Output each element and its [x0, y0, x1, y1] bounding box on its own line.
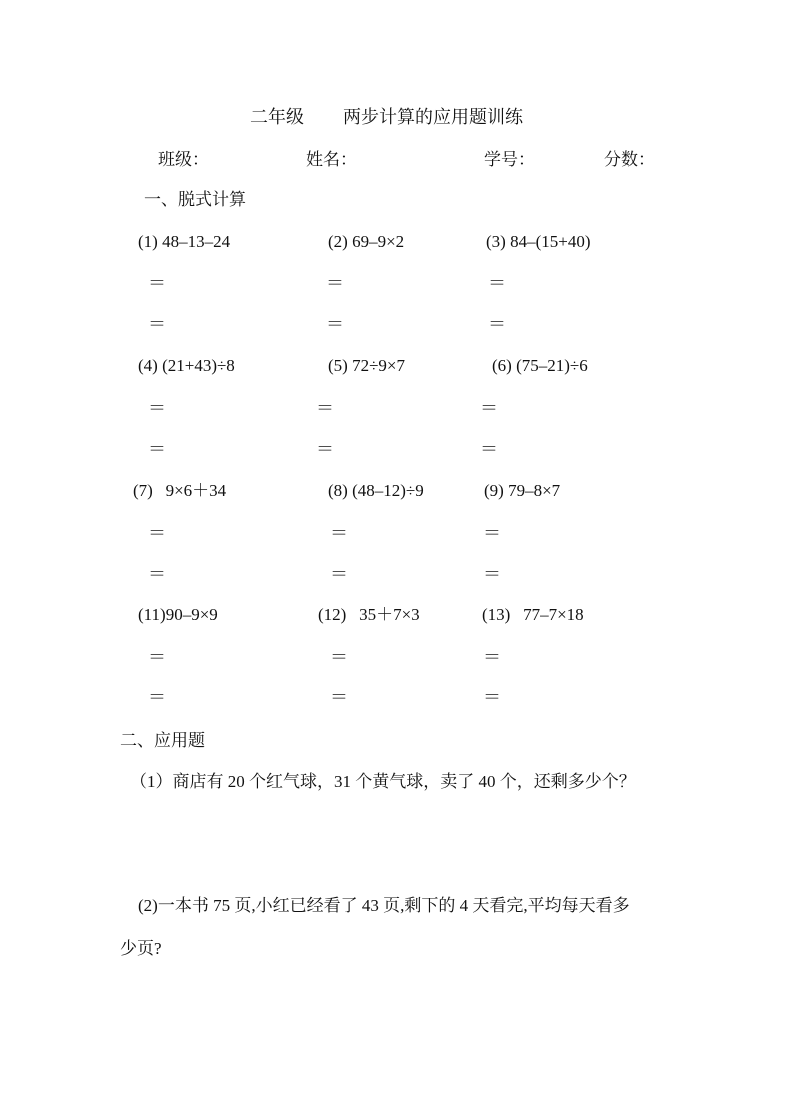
answer-line-3a: ＝ [488, 273, 506, 293]
answer-line-1a: ＝ [148, 273, 166, 293]
answer-line-5a: ＝ [316, 398, 334, 418]
section2-heading: 二、应用题 [120, 731, 205, 750]
answer-line-13b: ＝ [483, 687, 501, 707]
answer-line-5b: ＝ [316, 439, 334, 459]
answer-line-3b: ＝ [488, 314, 506, 334]
problem-2: (2) 69–9×2 [328, 232, 405, 251]
answer-line-9b: ＝ [483, 564, 501, 584]
problem-12: (12) 35＋7×3 [318, 605, 420, 624]
problem-8: (8) (48–12)÷9 [328, 481, 424, 500]
answer-line-2b: ＝ [326, 314, 344, 334]
answer-line-11a: ＝ [148, 647, 166, 667]
score-label: 分数： [604, 150, 655, 169]
answer-line-6b: ＝ [480, 439, 498, 459]
class-label: 班级： [158, 150, 209, 169]
problem-11: (11)90–9×9 [138, 605, 218, 624]
answer-line-4a: ＝ [148, 398, 166, 418]
title-topic: 两步计算的应用题训练 [343, 107, 523, 127]
answer-line-12b: ＝ [330, 687, 348, 707]
answer-line-11b: ＝ [148, 687, 166, 707]
answer-line-13a: ＝ [483, 647, 501, 667]
problem-6: (6) (75–21)÷6 [492, 356, 588, 375]
answer-line-7b: ＝ [148, 564, 166, 584]
answer-line-2a: ＝ [326, 273, 344, 293]
answer-line-7a: ＝ [148, 523, 166, 543]
problem-4: (4) (21+43)÷8 [138, 356, 235, 375]
word-problem-2-line-1: (2)一本书 75 页,小红已经看了 43 页,剩下的 4 天看完,平均每天看多 [138, 896, 630, 915]
answer-line-8a: ＝ [330, 523, 348, 543]
answer-line-12a: ＝ [330, 647, 348, 667]
problem-7: (7) 9×6＋34 [133, 481, 227, 500]
student-number-label: 学号： [484, 150, 535, 169]
answer-line-8b: ＝ [330, 564, 348, 584]
section1-heading: 一、脱式计算 [144, 190, 246, 209]
problem-1: (1) 48–13–24 [138, 232, 231, 251]
answer-line-9a: ＝ [483, 523, 501, 543]
answer-line-1b: ＝ [148, 314, 166, 334]
problem-5: (5) 72÷9×7 [328, 356, 405, 375]
answer-line-6a: ＝ [480, 398, 498, 418]
answer-line-4b: ＝ [148, 439, 166, 459]
title-grade: 二年级 [250, 107, 304, 127]
problem-9: (9) 79–8×7 [484, 481, 561, 500]
name-label: 姓名： [306, 150, 357, 169]
word-problem-2-line-2: 少页? [120, 939, 162, 958]
word-problem-1: （1）商店有 20 个红气球，31 个黄气球，卖了 40 个，还剩多少个？ [130, 772, 636, 791]
problem-13: (13) 77–7×18 [482, 605, 584, 624]
problem-3: (3) 84–(15+40) [486, 232, 591, 251]
